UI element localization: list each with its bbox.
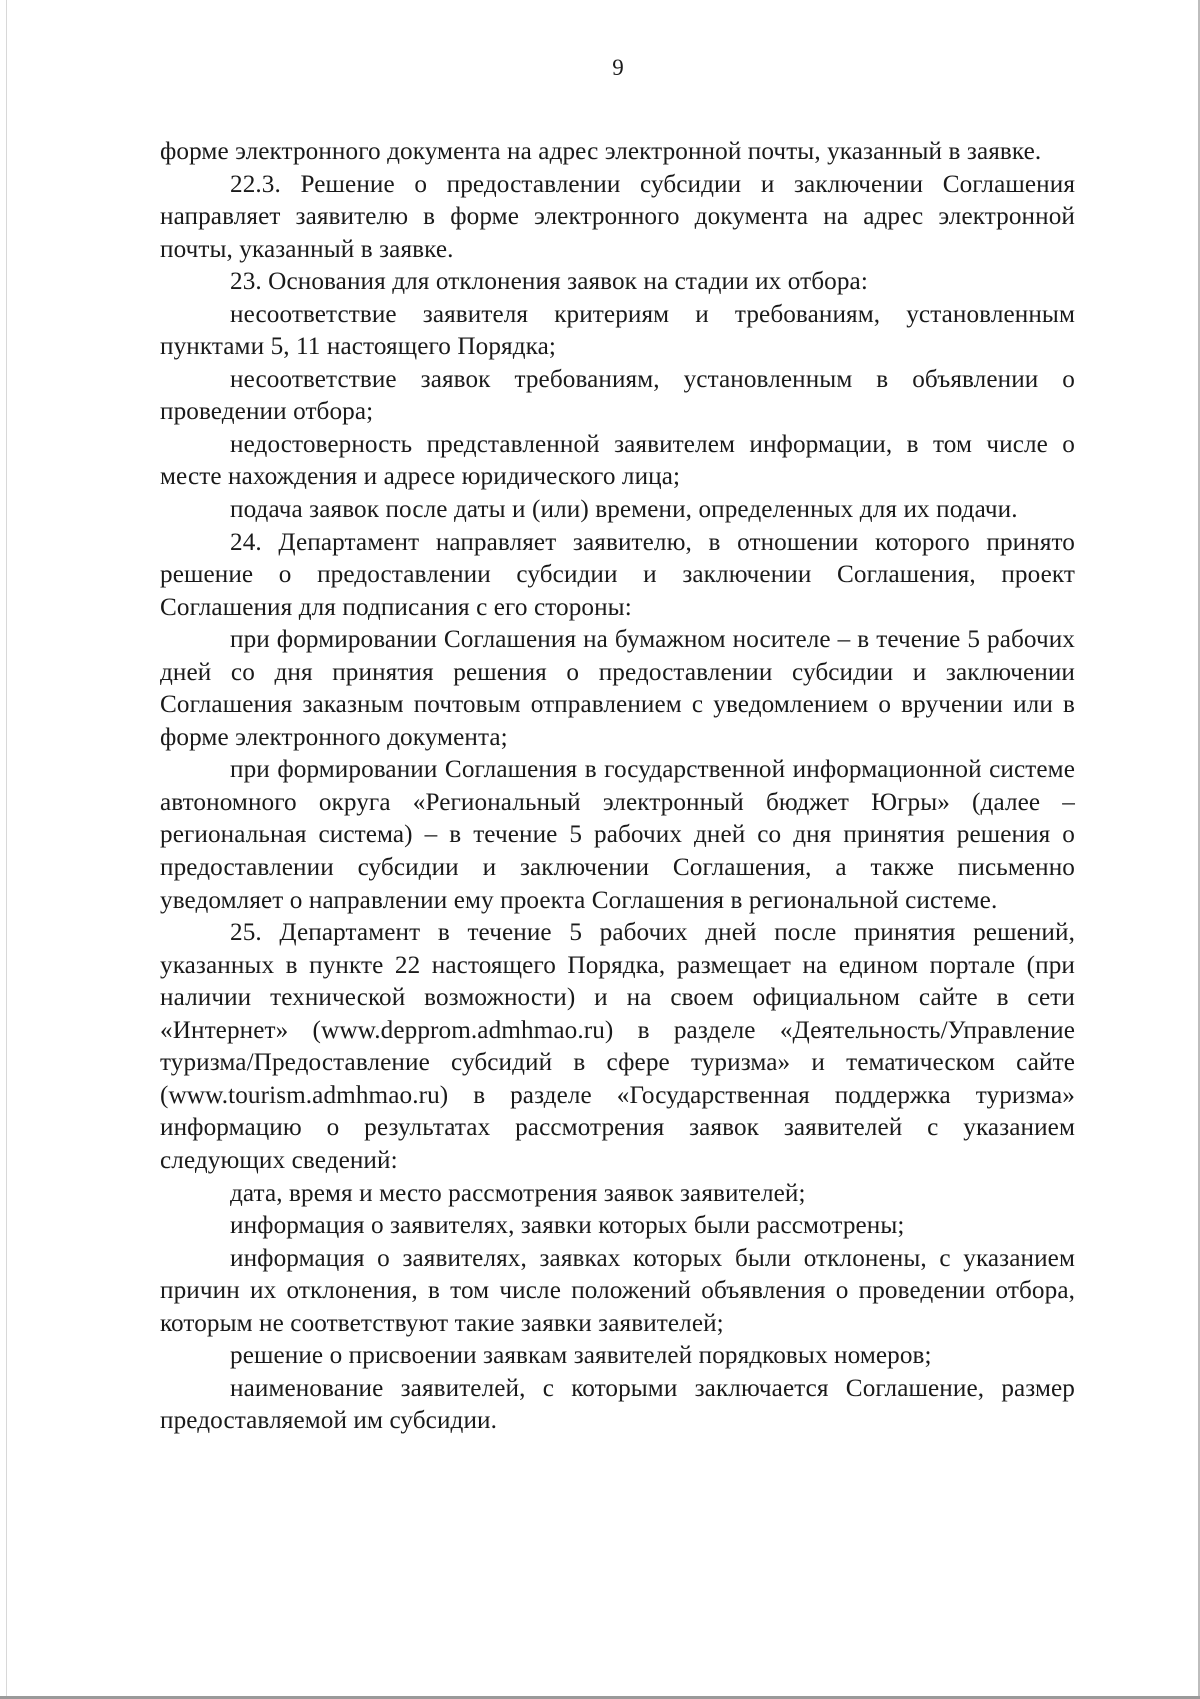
paragraph: 25. Департамент в течение 5 рабочих дней после принятия решений, указанных в пункте 22 настоящего Порядка, размещает на едином портале (при наличии технической возможности) и на своем официальном сайте в сети «Интернет» (www.depprom.admhmao.ru) в разделе «Деятельность/Управление туризма/Предоставление субсидий в сфере туризма» и тематическом сайте (www.tourism.admhmao.ru) в разделе «Государственная поддержка туризма» информацию о результатах рассмотрения заявок заявителей с указанием следующих сведений: (160, 919, 1075, 1174)
scan-edge-left (6, 0, 7, 1699)
paragraph: несоответствие заявок требованиям, установленным в объявлении о проведении отбора; (160, 365, 1075, 426)
paragraph: решение о присвоении заявкам заявителей порядковых номеров; (230, 1342, 932, 1370)
paragraph: подача заявок после даты и (или) времени, определенных для их подачи. (230, 496, 1018, 524)
paragraph: наименование заявителей, с которыми заключается Соглашение, размер предоставляемой им субсидии. (160, 1374, 1075, 1435)
paragraph: при формировании Соглашения на бумажном носителе – в течение 5 рабочих дней со дня принятия решения о предоставлении субсидии и заключении Соглашения заказным почтовым отправлением с уведомлением о вручении или в форме электронного документа; (160, 626, 1075, 751)
paragraph: при формировании Соглашения в государственной информационной системе автономного округа «Региональный электронный бюджет Югры» (далее – региональная система) – в течение 5 рабочих дней со дня принятия решения о предоставлении субсидии и заключении Соглашения, а также письменно уведомляет о направлении ему проекта Соглашения в региональной системе. (160, 756, 1075, 914)
paragraph: недостоверность представленной заявителем информации, в том числе о месте нахождения и адресе юридического лица; (160, 430, 1075, 491)
paragraph: информация о заявителях, заявках которых были отклонены, с указанием причин их отклонения, в том числе положений объявления о проведении отбора, которым не соответствуют такие заявки заявителей; (160, 1244, 1075, 1337)
paragraph: 23. Основания для отклонения заявок на стадии их отбора: (230, 268, 868, 296)
paragraph: информация о заявителях, заявки которых были рассмотрены; (230, 1212, 905, 1240)
page-number: 9 (612, 55, 624, 80)
paragraph: 22.3. Решение о предоставлении субсидии и заключении Соглашения направляет заявителю в форме электронного документа на адрес электронной почты, указанный в заявке. (160, 170, 1075, 263)
paragraph: несоответствие заявителя критериям и требованиям, установленным пунктами 5, 11 настоящего Порядка; (160, 300, 1075, 361)
document-body (160, 136, 1075, 1438)
paragraph: дата, время и место рассмотрения заявок заявителей; (230, 1179, 806, 1207)
paragraph: 24. Департамент направляет заявителю, в отношении которого принято решение о предоставлении субсидии и заключении Соглашения, проект Соглашения для подписания с его стороны: (160, 528, 1075, 621)
paragraph: форме электронного документа на адрес электронной почты, указанный в заявке. (160, 138, 1042, 165)
